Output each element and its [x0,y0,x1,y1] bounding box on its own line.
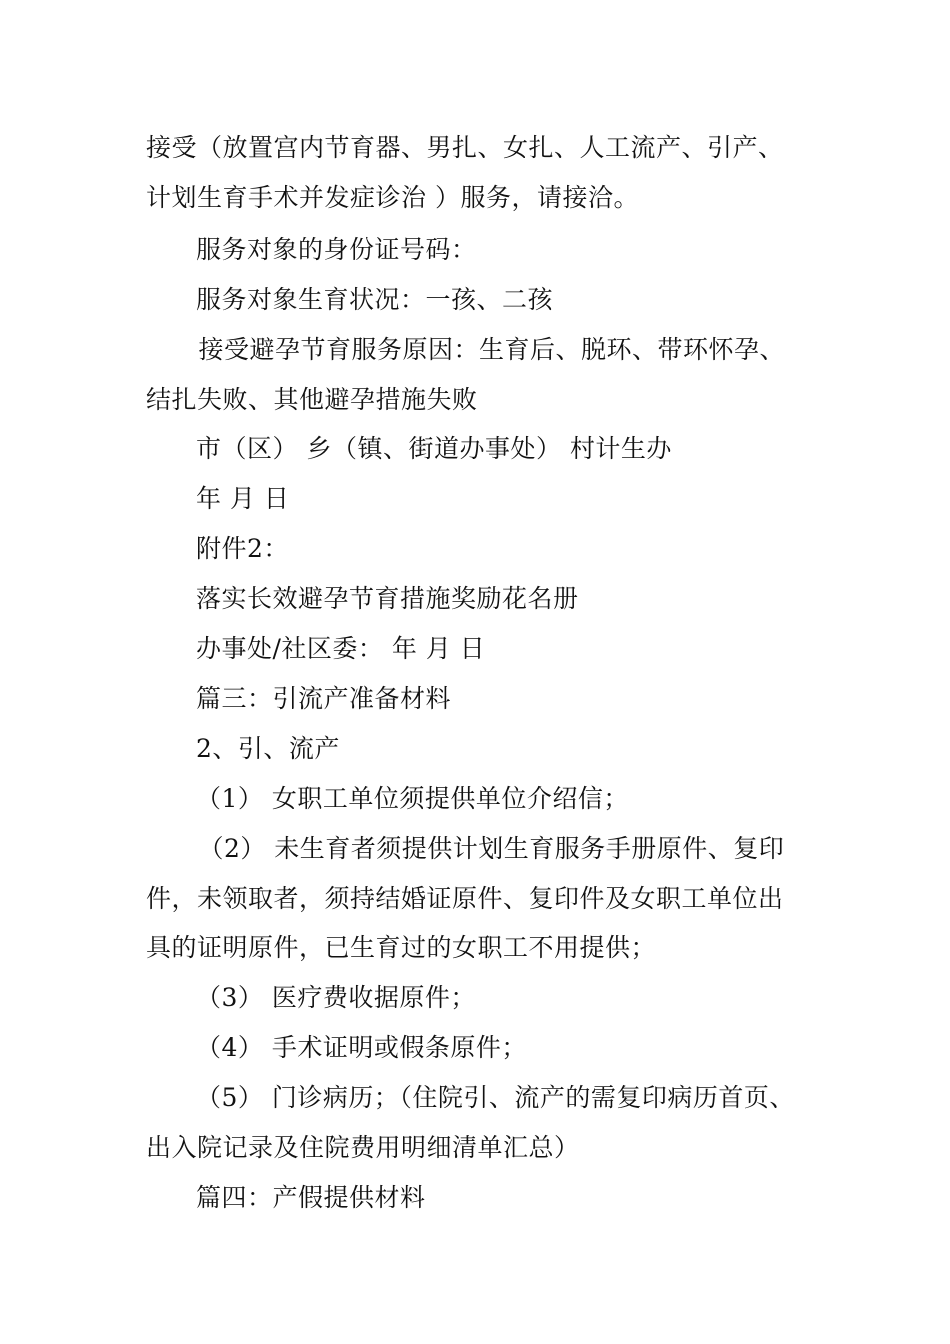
paragraph-line: 计划生育手术并发症诊治 ）服务，请接洽。 [146,183,639,212]
list-item: （2） 未生育者须提供计划生育服务手册原件、复印 [190,834,785,863]
paragraph-line: 落实长效避孕节育措施奖励花名册 [196,584,579,613]
paragraph-line: 出入院记录及住院费用明细清单汇总） [146,1133,580,1162]
list-item: （4） 手术证明或假条原件； [196,1033,527,1062]
paragraph-line: 2、引、流产 [196,734,340,763]
paragraph-line: 服务对象的身份证号码： [196,235,477,264]
section-heading: 篇四：产假提供材料 [196,1183,426,1212]
paragraph-line: 件，未领取者，须持结婚证原件、复印件及女职工单位出 [146,884,784,913]
section-heading: 篇三：引流产准备材料 [196,684,452,713]
paragraph-line: 接受避孕节育服务原因：生育后、脱环、带环怀孕、 [190,335,785,364]
paragraph-line: 办事处/社区委： 年 月 日 [196,634,486,663]
paragraph-line: 附件2： [196,534,289,563]
paragraph-line: 市（区） 乡（镇、街道办事处） 村计生办 [196,434,672,463]
paragraph-line: 年 月 日 [196,484,290,513]
list-item: （3） 医疗费收据原件； [196,983,476,1012]
list-item: （5） 门诊病历；（住院引、流产的需复印病历首页、 [196,1083,795,1112]
paragraph-line: 具的证明原件，已生育过的女职工不用提供； [146,933,657,962]
list-item: （1） 女职工单位须提供单位介绍信； [196,784,629,813]
paragraph-line: 接受（放置宫内节育器、男扎、女扎、人工流产、引产、 [146,133,784,162]
paragraph-line: 结扎失败、其他避孕措施失败 [146,385,478,414]
paragraph-line: 服务对象生育状况：一孩、二孩 [196,285,554,314]
